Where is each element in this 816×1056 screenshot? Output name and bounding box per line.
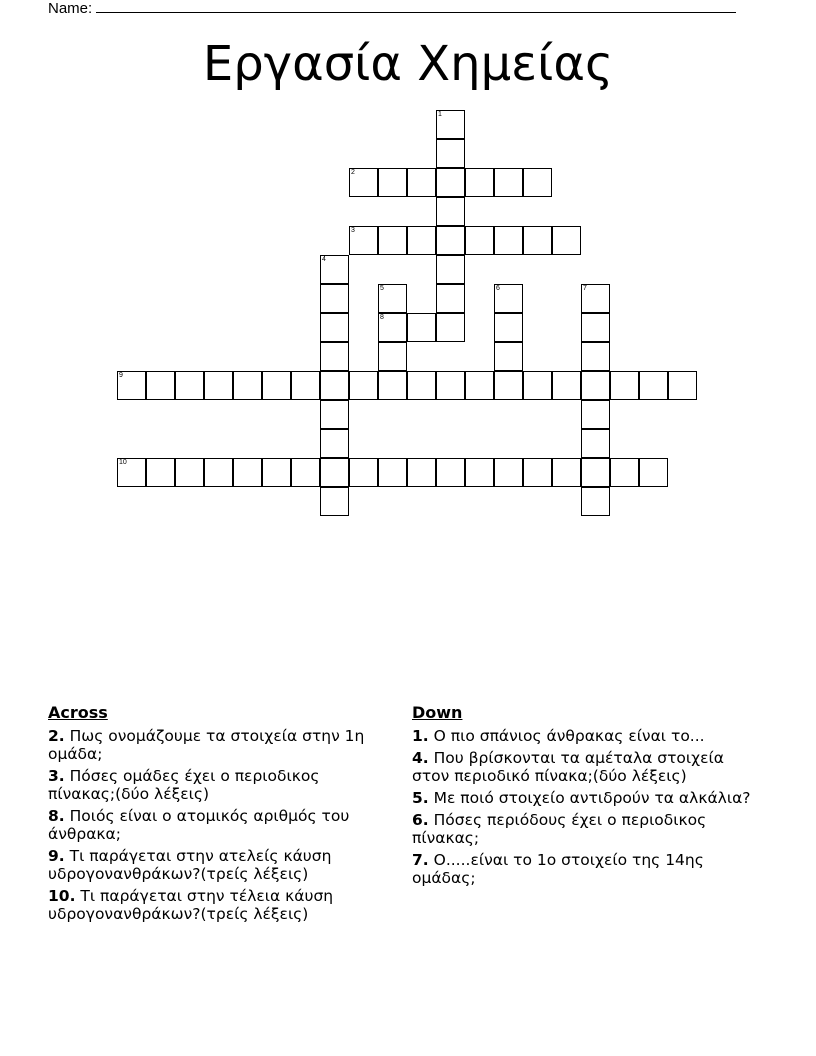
clue-number: 10. (48, 887, 76, 905)
crossword-cell[interactable] (494, 168, 523, 197)
clue-text: Με ποιό στοιχείο αντιδρούν τα αλκάλια? (433, 789, 751, 807)
clue-down-5 (412, 789, 762, 807)
crossword-cell[interactable] (320, 255, 349, 284)
crossword-cell[interactable] (436, 458, 465, 487)
crossword-cell[interactable] (436, 110, 465, 139)
crossword-cell[interactable] (465, 458, 494, 487)
crossword-cell[interactable] (494, 371, 523, 400)
crossword-cell[interactable] (378, 226, 407, 255)
clue-down-6 (412, 811, 762, 847)
crossword-cell[interactable] (320, 400, 349, 429)
crossword-cell[interactable] (407, 226, 436, 255)
clue-across-9 (48, 847, 388, 883)
crossword-cell[interactable] (465, 168, 494, 197)
clue-down-4 (412, 749, 762, 785)
crossword-cell[interactable] (581, 487, 610, 516)
crossword-cell[interactable] (320, 371, 349, 400)
crossword-cell[interactable] (639, 371, 668, 400)
clue-number: 8. (48, 807, 65, 825)
across-clues (48, 703, 388, 927)
clue-number: 1. (412, 727, 429, 745)
crossword-cell[interactable] (494, 342, 523, 371)
clue-text: Ο.....είναι το 1ο στοιχείο της 14ης ομάδας; (412, 851, 704, 887)
crossword-cell[interactable] (291, 458, 320, 487)
crossword-cell[interactable] (581, 284, 610, 313)
crossword-cell[interactable] (349, 371, 378, 400)
crossword-cell[interactable] (436, 226, 465, 255)
crossword-cell[interactable] (581, 429, 610, 458)
crossword-cell[interactable] (175, 458, 204, 487)
crossword-cell[interactable] (146, 371, 175, 400)
clue-across-8 (48, 807, 388, 843)
page-title: Εργασία Χημείας (202, 36, 614, 92)
cell-number: 8 (380, 314, 384, 321)
crossword-cell[interactable] (494, 313, 523, 342)
clue-down-7 (412, 851, 762, 887)
cell-number: 6 (496, 285, 500, 292)
crossword-cell[interactable] (610, 458, 639, 487)
crossword-cell[interactable] (552, 458, 581, 487)
clue-number: 6. (412, 811, 429, 829)
crossword-cell[interactable] (610, 371, 639, 400)
name-label: Name: (48, 0, 93, 17)
crossword-cell[interactable] (262, 371, 291, 400)
down-clues (412, 703, 762, 891)
down-heading: Down (412, 703, 463, 722)
cell-number: 3 (351, 227, 355, 234)
crossword-cell[interactable] (349, 226, 378, 255)
clue-number: 9. (48, 847, 65, 865)
crossword-cell[interactable] (581, 313, 610, 342)
clue-across-2 (48, 727, 388, 763)
clue-text: Πόσες ομάδες έχει ο περιοδικος πίνακας;(δύο λέξεις) (48, 767, 320, 803)
crossword-cell[interactable] (233, 371, 262, 400)
crossword-cell[interactable] (407, 168, 436, 197)
clue-text: Ο πιο σπάνιος άνθρακας είναι το... (433, 727, 705, 745)
crossword-cell[interactable] (552, 371, 581, 400)
cell-number: 2 (351, 169, 355, 176)
cell-number: 5 (380, 285, 384, 292)
crossword-cell[interactable] (378, 313, 407, 342)
name-field (48, 0, 736, 18)
cell-number: 10 (119, 459, 127, 466)
crossword-cell[interactable] (204, 371, 233, 400)
clue-across-10 (48, 887, 388, 923)
cell-number: 1 (438, 111, 442, 118)
crossword-cell[interactable] (523, 168, 552, 197)
crossword-cell[interactable] (146, 458, 175, 487)
crossword-cell[interactable] (436, 197, 465, 226)
crossword-cell[interactable] (436, 371, 465, 400)
crossword-cell[interactable] (204, 458, 233, 487)
crossword-cell[interactable] (320, 429, 349, 458)
clue-text: Πόσες περιόδους έχει ο περιοδικος πίνακας; (412, 811, 707, 847)
across-heading: Across (48, 703, 108, 722)
crossword-cell[interactable] (552, 226, 581, 255)
crossword-cell[interactable] (320, 487, 349, 516)
crossword-cell[interactable] (581, 400, 610, 429)
cell-number: 7 (583, 285, 587, 292)
crossword-cell[interactable] (378, 284, 407, 313)
clue-number: 7. (412, 851, 429, 869)
crossword-cell[interactable] (581, 458, 610, 487)
crossword-cell[interactable] (465, 226, 494, 255)
clue-across-3 (48, 767, 388, 803)
crossword-cell[interactable] (233, 458, 262, 487)
clue-number: 2. (48, 727, 65, 745)
crossword-cell[interactable] (378, 342, 407, 371)
crossword-cell[interactable] (436, 255, 465, 284)
crossword-cell[interactable] (117, 458, 146, 487)
clue-number: 3. (48, 767, 65, 785)
clue-number: 4. (412, 749, 429, 767)
crossword-cell[interactable] (117, 371, 146, 400)
clue-text: Τι παράγεται στην τέλεια κάυση υδρογονανθράκων?(τρείς λέξεις) (48, 887, 334, 923)
clue-number: 5. (412, 789, 429, 807)
crossword-cell[interactable] (378, 371, 407, 400)
crossword-cell[interactable] (523, 371, 552, 400)
crossword-cell[interactable] (175, 371, 204, 400)
clue-down-1 (412, 727, 762, 745)
crossword-cell[interactable] (436, 313, 465, 342)
crossword-cell[interactable] (320, 342, 349, 371)
crossword-cell[interactable] (378, 458, 407, 487)
crossword-cell[interactable] (378, 168, 407, 197)
cell-number: 4 (322, 256, 326, 263)
clue-text: Ποιός είναι ο ατομικός αριθμός του άνθρακα; (48, 807, 350, 843)
name-underline[interactable] (96, 0, 736, 13)
crossword-cell[interactable] (407, 458, 436, 487)
crossword-cell[interactable] (407, 371, 436, 400)
crossword-cell[interactable] (349, 458, 378, 487)
crossword-cell[interactable] (436, 168, 465, 197)
crossword-cell[interactable] (320, 284, 349, 313)
crossword-cell[interactable] (581, 371, 610, 400)
crossword-cell[interactable] (581, 342, 610, 371)
crossword-cell[interactable] (436, 284, 465, 313)
crossword-cell[interactable] (465, 371, 494, 400)
crossword-cell[interactable] (320, 313, 349, 342)
crossword-cell[interactable] (262, 458, 291, 487)
clue-text: Πως ονομάζουμε τα στοιχεία στην 1η ομάδα; (48, 727, 365, 763)
crossword-cell[interactable] (494, 284, 523, 313)
crossword-cell[interactable] (523, 226, 552, 255)
crossword-cell[interactable] (523, 458, 552, 487)
crossword-cell[interactable] (291, 371, 320, 400)
crossword-cell[interactable] (639, 458, 668, 487)
clue-text: Που βρίσκονται τα αμέταλα στοιχεία στον περιοδικό πίνακα;(δύο λέξεις) (412, 749, 724, 785)
crossword-cell[interactable] (349, 168, 378, 197)
crossword-cell[interactable] (668, 371, 697, 400)
crossword-cell[interactable] (320, 458, 349, 487)
crossword-cell[interactable] (494, 458, 523, 487)
crossword-cell[interactable] (407, 313, 436, 342)
clue-text: Τι παράγεται στην ατελείς κάυση υδρογονανθράκων?(τρείς λέξεις) (48, 847, 332, 883)
cell-number: 9 (119, 372, 123, 379)
crossword-cell[interactable] (436, 139, 465, 168)
crossword-cell[interactable] (494, 226, 523, 255)
